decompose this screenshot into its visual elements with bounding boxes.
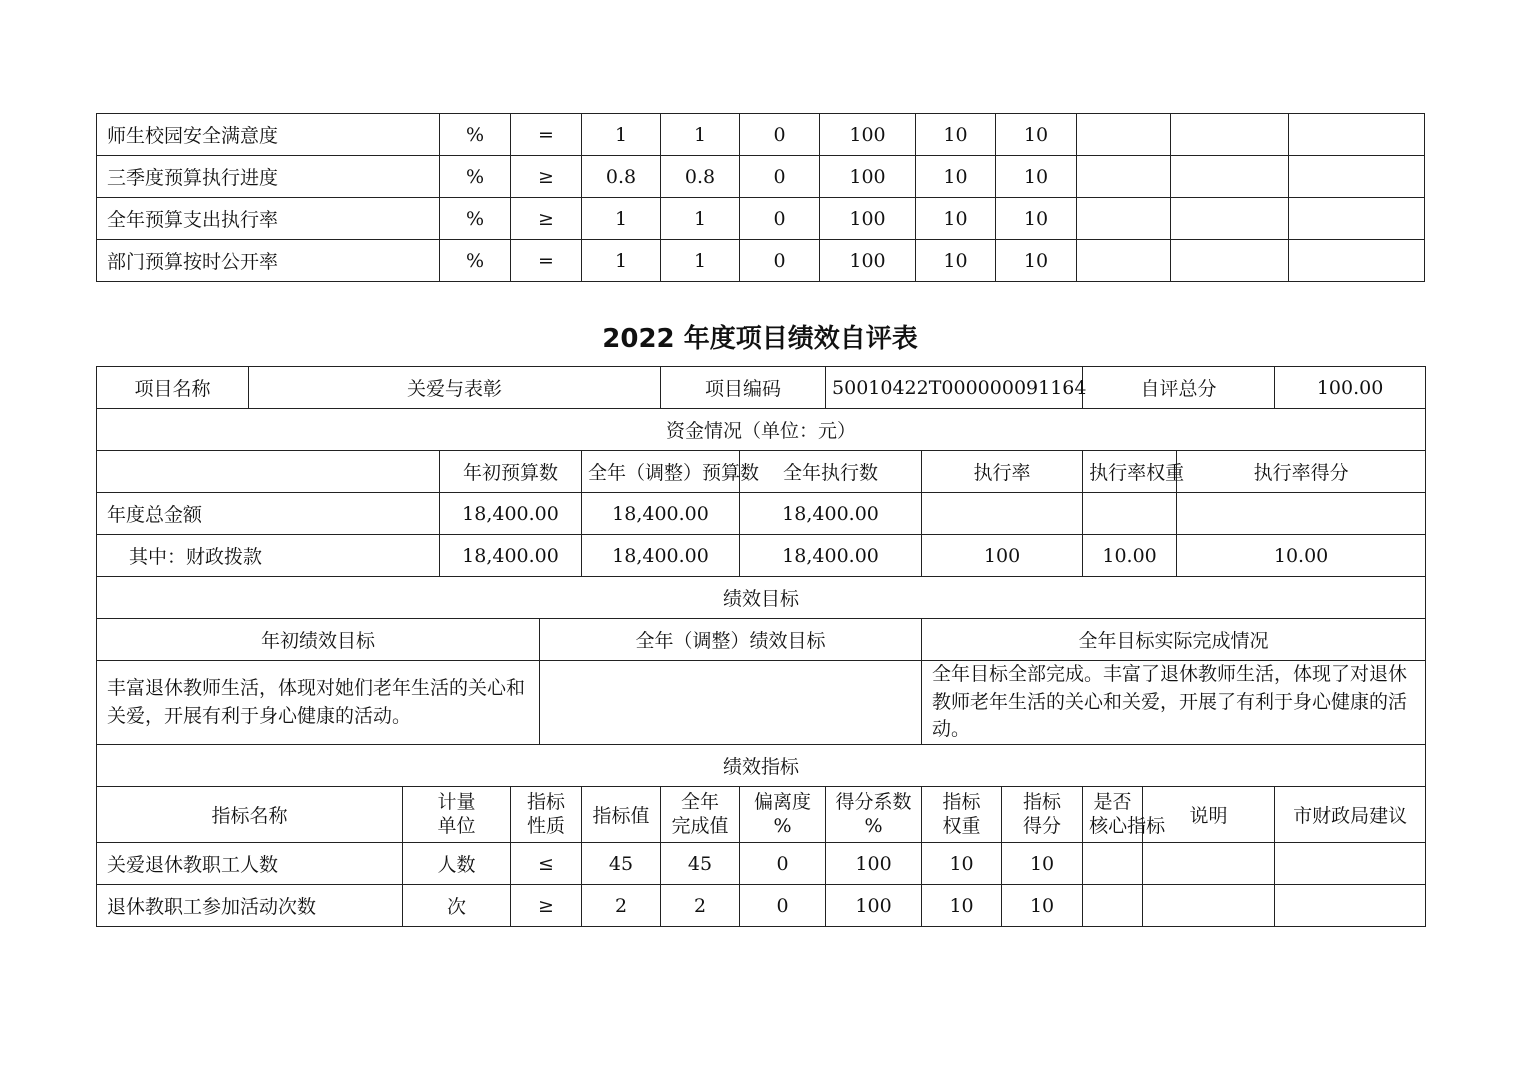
ind-name: 全年预算支出执行率	[97, 198, 440, 240]
ind-name: 部门预算按时公开率	[97, 240, 440, 282]
ind-header-core: 是否 核心指标	[1083, 787, 1143, 843]
ind-done: 1	[661, 240, 740, 282]
ind-coefficient: 100	[820, 114, 916, 156]
ind-nature: ≥	[511, 885, 582, 927]
ind-nature: =	[511, 240, 582, 282]
ind-header-nature: 指标 性质	[511, 787, 582, 843]
indicator-row	[97, 198, 1425, 240]
indicator-continuation-table	[96, 113, 1425, 282]
funds-total-score	[1177, 493, 1426, 535]
ind-unit: 人数	[403, 843, 511, 885]
goal-adjusted-text	[540, 661, 922, 745]
ind-deviation: 0	[740, 156, 820, 198]
ind-value: 0.8	[582, 156, 661, 198]
ind-header-score: 指标 得分	[1002, 787, 1083, 843]
page-title: 2022 年度项目绩效自评表	[602, 324, 918, 354]
ind-value: 1	[582, 114, 661, 156]
ind-deviation: 0	[740, 240, 820, 282]
ind-score: 10	[996, 114, 1077, 156]
funds-total-label: 年度总金额	[97, 493, 440, 535]
funds-header-blank	[97, 451, 440, 493]
goals-header-adjusted: 全年（调整）绩效目标	[540, 619, 922, 661]
ind-deviation: 0	[740, 114, 820, 156]
ind-unit: %	[440, 240, 511, 282]
ind-advice	[1289, 198, 1425, 240]
ind-core	[1083, 885, 1143, 927]
ind-done: 1	[661, 198, 740, 240]
ind-core	[1077, 156, 1171, 198]
ind-score: 10	[996, 198, 1077, 240]
ind-score: 10	[1002, 885, 1083, 927]
ind-deviation: 0	[740, 843, 826, 885]
funds-fiscal-initial: 18,400.00	[440, 535, 582, 577]
project-name-label: 项目名称	[97, 367, 249, 409]
ind-weight: 10	[916, 114, 996, 156]
ind-deviation: 0	[740, 885, 826, 927]
ind-value: 1	[582, 198, 661, 240]
funds-total-adjusted: 18,400.00	[582, 493, 740, 535]
goals-section-row	[97, 577, 1426, 619]
ind-score: 10	[1002, 843, 1083, 885]
ind-note	[1171, 114, 1289, 156]
ind-name: 师生校园安全满意度	[97, 114, 440, 156]
funds-fiscal-row	[97, 535, 1426, 577]
funds-header-score: 执行率得分	[1177, 451, 1426, 493]
ind-deviation: 0	[740, 198, 820, 240]
ind-name: 退休教职工参加活动次数	[97, 885, 403, 927]
ind-weight: 10	[916, 156, 996, 198]
indicators-section-label: 绩效指标	[97, 745, 1426, 787]
funds-total-executed: 18,400.00	[740, 493, 922, 535]
ind-done: 1	[661, 114, 740, 156]
goal-actual-text: 全年目标全部完成。丰富了退休教师生活，体现了对退休教师老年生活的关心和关爱，开展了有利于身心健康的活动。	[922, 661, 1426, 745]
goals-header-initial: 年初绩效目标	[97, 619, 540, 661]
ind-score: 10	[996, 240, 1077, 282]
funds-header-rate: 执行率	[922, 451, 1083, 493]
ind-name: 关爱退休教职工人数	[97, 843, 403, 885]
ind-advice	[1289, 156, 1425, 198]
ind-advice	[1289, 114, 1425, 156]
ind-weight: 10	[922, 843, 1002, 885]
funds-fiscal-score: 10.00	[1177, 535, 1426, 577]
ind-advice	[1275, 843, 1426, 885]
ind-nature: ≤	[511, 843, 582, 885]
ind-header-advice: 市财政局建议	[1275, 787, 1426, 843]
ind-done: 45	[661, 843, 740, 885]
ind-note	[1171, 156, 1289, 198]
indicator-row	[97, 240, 1425, 282]
self-evaluation-table	[96, 366, 1426, 927]
indicators-section-row	[97, 745, 1426, 787]
ind-header-coefficient: 得分系数 %	[826, 787, 922, 843]
ind-unit: 次	[403, 885, 511, 927]
project-info-row	[97, 367, 1426, 409]
ind-coefficient: 100	[826, 843, 922, 885]
ind-coefficient: 100	[820, 198, 916, 240]
funds-fiscal-rate: 100	[922, 535, 1083, 577]
funds-fiscal-label: 其中：财政拨款	[97, 535, 440, 577]
goals-header-row	[97, 619, 1426, 661]
ind-value: 2	[582, 885, 661, 927]
ind-header-deviation: 偏离度 %	[740, 787, 826, 843]
ind-nature: =	[511, 114, 582, 156]
ind-nature: ≥	[511, 198, 582, 240]
ind-value: 45	[582, 843, 661, 885]
funds-total-rate	[922, 493, 1083, 535]
ind-header-value: 指标值	[582, 787, 661, 843]
ind-header-unit: 计量 单位	[403, 787, 511, 843]
ind-score: 10	[996, 156, 1077, 198]
funds-fiscal-adjusted: 18,400.00	[582, 535, 740, 577]
ind-advice	[1289, 240, 1425, 282]
ind-note	[1171, 198, 1289, 240]
ind-weight: 10	[916, 240, 996, 282]
funds-header-weight: 执行率权重	[1083, 451, 1177, 493]
goals-header-actual: 全年目标实际完成情况	[922, 619, 1426, 661]
funds-total-initial: 18,400.00	[440, 493, 582, 535]
ind-header-note: 说明	[1143, 787, 1275, 843]
project-code: 50010422T000000091164	[826, 367, 1083, 409]
indicators-header-row	[97, 787, 1426, 843]
ind-done: 0.8	[661, 156, 740, 198]
ind-coefficient: 100	[826, 885, 922, 927]
funds-header-initial: 年初预算数	[440, 451, 582, 493]
self-score-label: 自评总分	[1083, 367, 1275, 409]
funds-header-row	[97, 451, 1426, 493]
ind-nature: ≥	[511, 156, 582, 198]
ind-header-name: 指标名称	[97, 787, 403, 843]
ind-value: 1	[582, 240, 661, 282]
indicator-row	[97, 843, 1426, 885]
ind-header-weight: 指标 权重	[922, 787, 1002, 843]
funds-header-adjusted: 全年（调整）预算数	[582, 451, 740, 493]
ind-coefficient: 100	[820, 240, 916, 282]
goals-section-label: 绩效目标	[97, 577, 1426, 619]
funds-total-weight	[1083, 493, 1177, 535]
project-name: 关爱与表彰	[249, 367, 661, 409]
ind-header-done: 全年 完成值	[661, 787, 740, 843]
ind-note	[1171, 240, 1289, 282]
ind-weight: 10	[922, 885, 1002, 927]
ind-name: 三季度预算执行进度	[97, 156, 440, 198]
funds-fiscal-executed: 18,400.00	[740, 535, 922, 577]
goals-content-row	[97, 661, 1426, 745]
ind-core	[1077, 114, 1171, 156]
indicator-row	[97, 885, 1426, 927]
ind-core	[1083, 843, 1143, 885]
indicator-row	[97, 156, 1425, 198]
ind-note	[1143, 843, 1275, 885]
ind-weight: 10	[916, 198, 996, 240]
ind-core	[1077, 240, 1171, 282]
goal-initial-text: 丰富退休教师生活，体现对她们老年生活的关心和关爱，开展有利于身心健康的活动。	[97, 661, 540, 745]
funds-header-executed: 全年执行数	[740, 451, 922, 493]
ind-unit: %	[440, 156, 511, 198]
ind-unit: %	[440, 198, 511, 240]
ind-done: 2	[661, 885, 740, 927]
funds-total-row	[97, 493, 1426, 535]
project-code-label: 项目编码	[661, 367, 826, 409]
funds-fiscal-weight: 10.00	[1083, 535, 1177, 577]
funds-section-label: 资金情况（单位：元）	[97, 409, 1426, 451]
indicator-row	[97, 114, 1425, 156]
self-score: 100.00	[1275, 367, 1426, 409]
ind-note	[1143, 885, 1275, 927]
ind-unit: %	[440, 114, 511, 156]
ind-advice	[1275, 885, 1426, 927]
funds-section-row	[97, 409, 1426, 451]
ind-core	[1077, 198, 1171, 240]
ind-coefficient: 100	[820, 156, 916, 198]
